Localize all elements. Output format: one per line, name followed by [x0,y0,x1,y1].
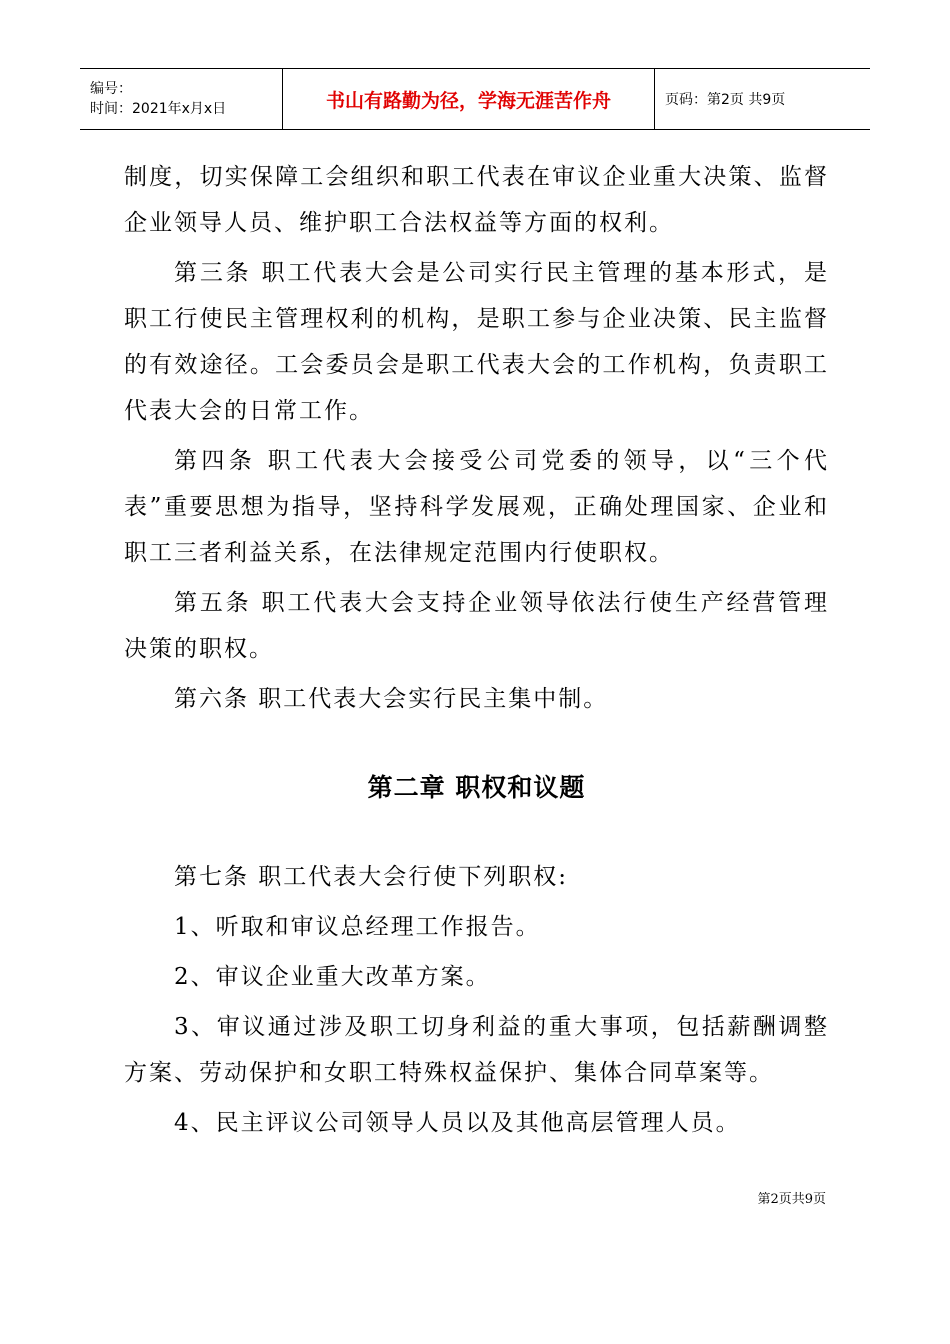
number-label: 编号： [90,81,132,97]
list-item-2: 2、审议企业重大改革方案。 [174,964,491,990]
header-page-info [655,69,870,129]
article-6: 第六条 职工代表大会实行民主集中制。 [174,686,609,712]
document-body [124,154,829,1146]
footer-page-number: 第2页共9页 [757,1192,826,1207]
paragraph-continued: 制度，切实保障工会组织和职工代表在审议企业重大决策、监督企业领导人员、维护职工合法权益等方面的权利。 [124,164,829,236]
page-header [80,68,870,130]
list-item-1: 1、听取和审议总经理工作报告。 [174,914,541,940]
motto-text: 书山有路勤为径，学海无涯苦作舟 [325,89,611,112]
page-footer [757,1188,826,1207]
article-4: 第四条 职工代表大会接受公司党委的领导，以“三个代表”重要思想为指导，坚持科学发展观，正确处理国家、企业和职工三者利益关系，在法律规定范围内行使职权。 [124,448,829,566]
article-3: 第三条 职工代表大会是公司实行民主管理的基本形式，是职工行使民主管理权利的机构，是职工参与企业决策、民主监督的有效途径。工会委员会是职工代表大会的工作机构，负责职工代表大会的日常工作。 [124,260,829,424]
list-item-4: 4、民主评议公司领导人员以及其他高层管理人员。 [174,1110,741,1136]
list-item-3: 3、审议通过涉及职工切身利益的重大事项，包括薪酬调整方案、劳动保护和女职工特殊权益保护、集体合同草案等。 [124,1014,829,1086]
page-info-text: 页码：第2页 共9页 [665,92,786,108]
chapter-title: 第二章 职权和议题 [367,773,586,802]
article-5: 第五条 职工代表大会支持企业领导依法行使生产经营管理决策的职权。 [124,590,829,662]
article-7: 第七条 职工代表大会行使下列职权: [174,864,569,890]
header-motto [283,69,655,129]
header-meta [80,69,283,129]
time-label: 时间：2021年x月x日 [90,101,227,117]
